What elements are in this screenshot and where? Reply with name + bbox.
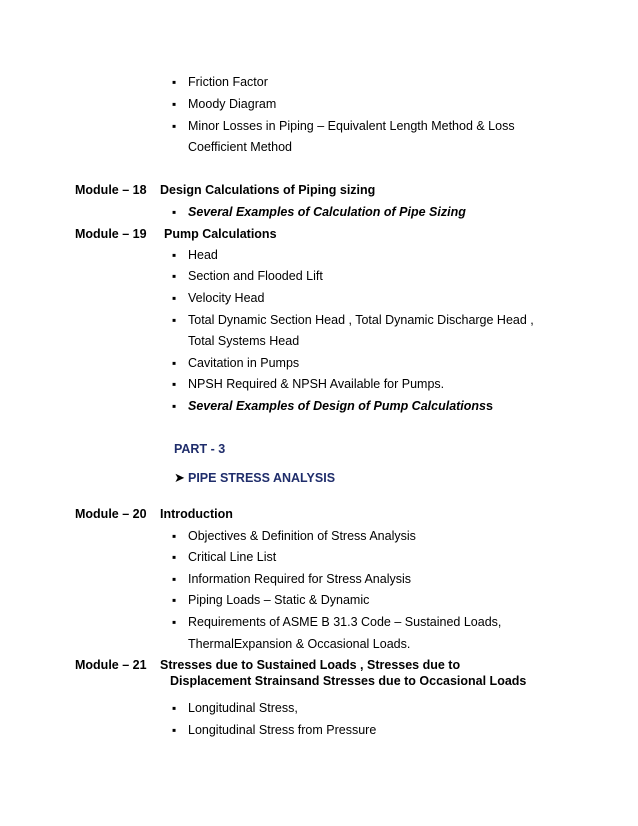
list-item: Cavitation in Pumps	[188, 356, 300, 370]
list-item: Longitudinal Stress,	[188, 701, 298, 715]
list-item-continuation: Coefficient Method	[188, 140, 292, 154]
module-21-title-line2: Displacement Strainsand Stresses due to Occasional Loads	[170, 674, 527, 688]
list-item: Requirements of ASME B 31.3 Code – Sustained Loads,	[188, 615, 502, 629]
module-19-title: Pump Calculations	[164, 227, 277, 241]
list-item-italic-text: Several Examples of Design of Pump Calculations	[188, 399, 487, 413]
module-18-label: Module – 18	[75, 183, 147, 197]
arrow-bullet-icon: ➤	[174, 470, 185, 485]
list-item	[188, 398, 493, 414]
module-20-label: Module – 20	[75, 507, 147, 521]
list-item: Velocity Head	[188, 291, 265, 305]
list-item: Piping Loads – Static & Dynamic	[188, 593, 370, 607]
module-19-label: Module – 19	[75, 227, 147, 241]
module-20-title: Introduction	[160, 507, 233, 521]
module-21-title-line1: Stresses due to Sustained Loads , Stresses due to	[160, 658, 461, 672]
list-item: Total Dynamic Section Head , Total Dynamic Discharge Head ,	[188, 313, 534, 327]
list-item-continuation: Total Systems Head	[188, 334, 300, 348]
module-18-title: Design Calculations of Piping sizing	[160, 183, 376, 197]
list-item-trailing-text: s	[486, 399, 493, 413]
part-3-label: PART - 3	[174, 442, 226, 456]
list-item: NPSH Required & NPSH Available for Pumps.	[188, 377, 445, 391]
list-item: Information Required for Stress Analysis	[188, 572, 412, 586]
list-item: Section and Flooded Lift	[188, 269, 323, 283]
list-item: Moody Diagram	[188, 97, 277, 111]
list-item: Critical Line List	[188, 550, 277, 564]
list-item: Longitudinal Stress from Pressure	[188, 723, 377, 737]
list-item-continuation: ThermalExpansion & Occasional Loads.	[188, 637, 411, 651]
module-21-label: Module – 21	[75, 658, 147, 672]
list-item: Head	[188, 248, 218, 262]
list-item: Minor Losses in Piping – Equivalent Length Method & Loss	[188, 119, 515, 133]
list-item: Objectives & Definition of Stress Analysis	[188, 529, 416, 543]
list-item: Several Examples of Calculation of Pipe Sizing	[188, 205, 466, 219]
section-heading: PIPE STRESS ANALYSIS	[188, 471, 336, 485]
list-item: Friction Factor	[188, 75, 268, 89]
